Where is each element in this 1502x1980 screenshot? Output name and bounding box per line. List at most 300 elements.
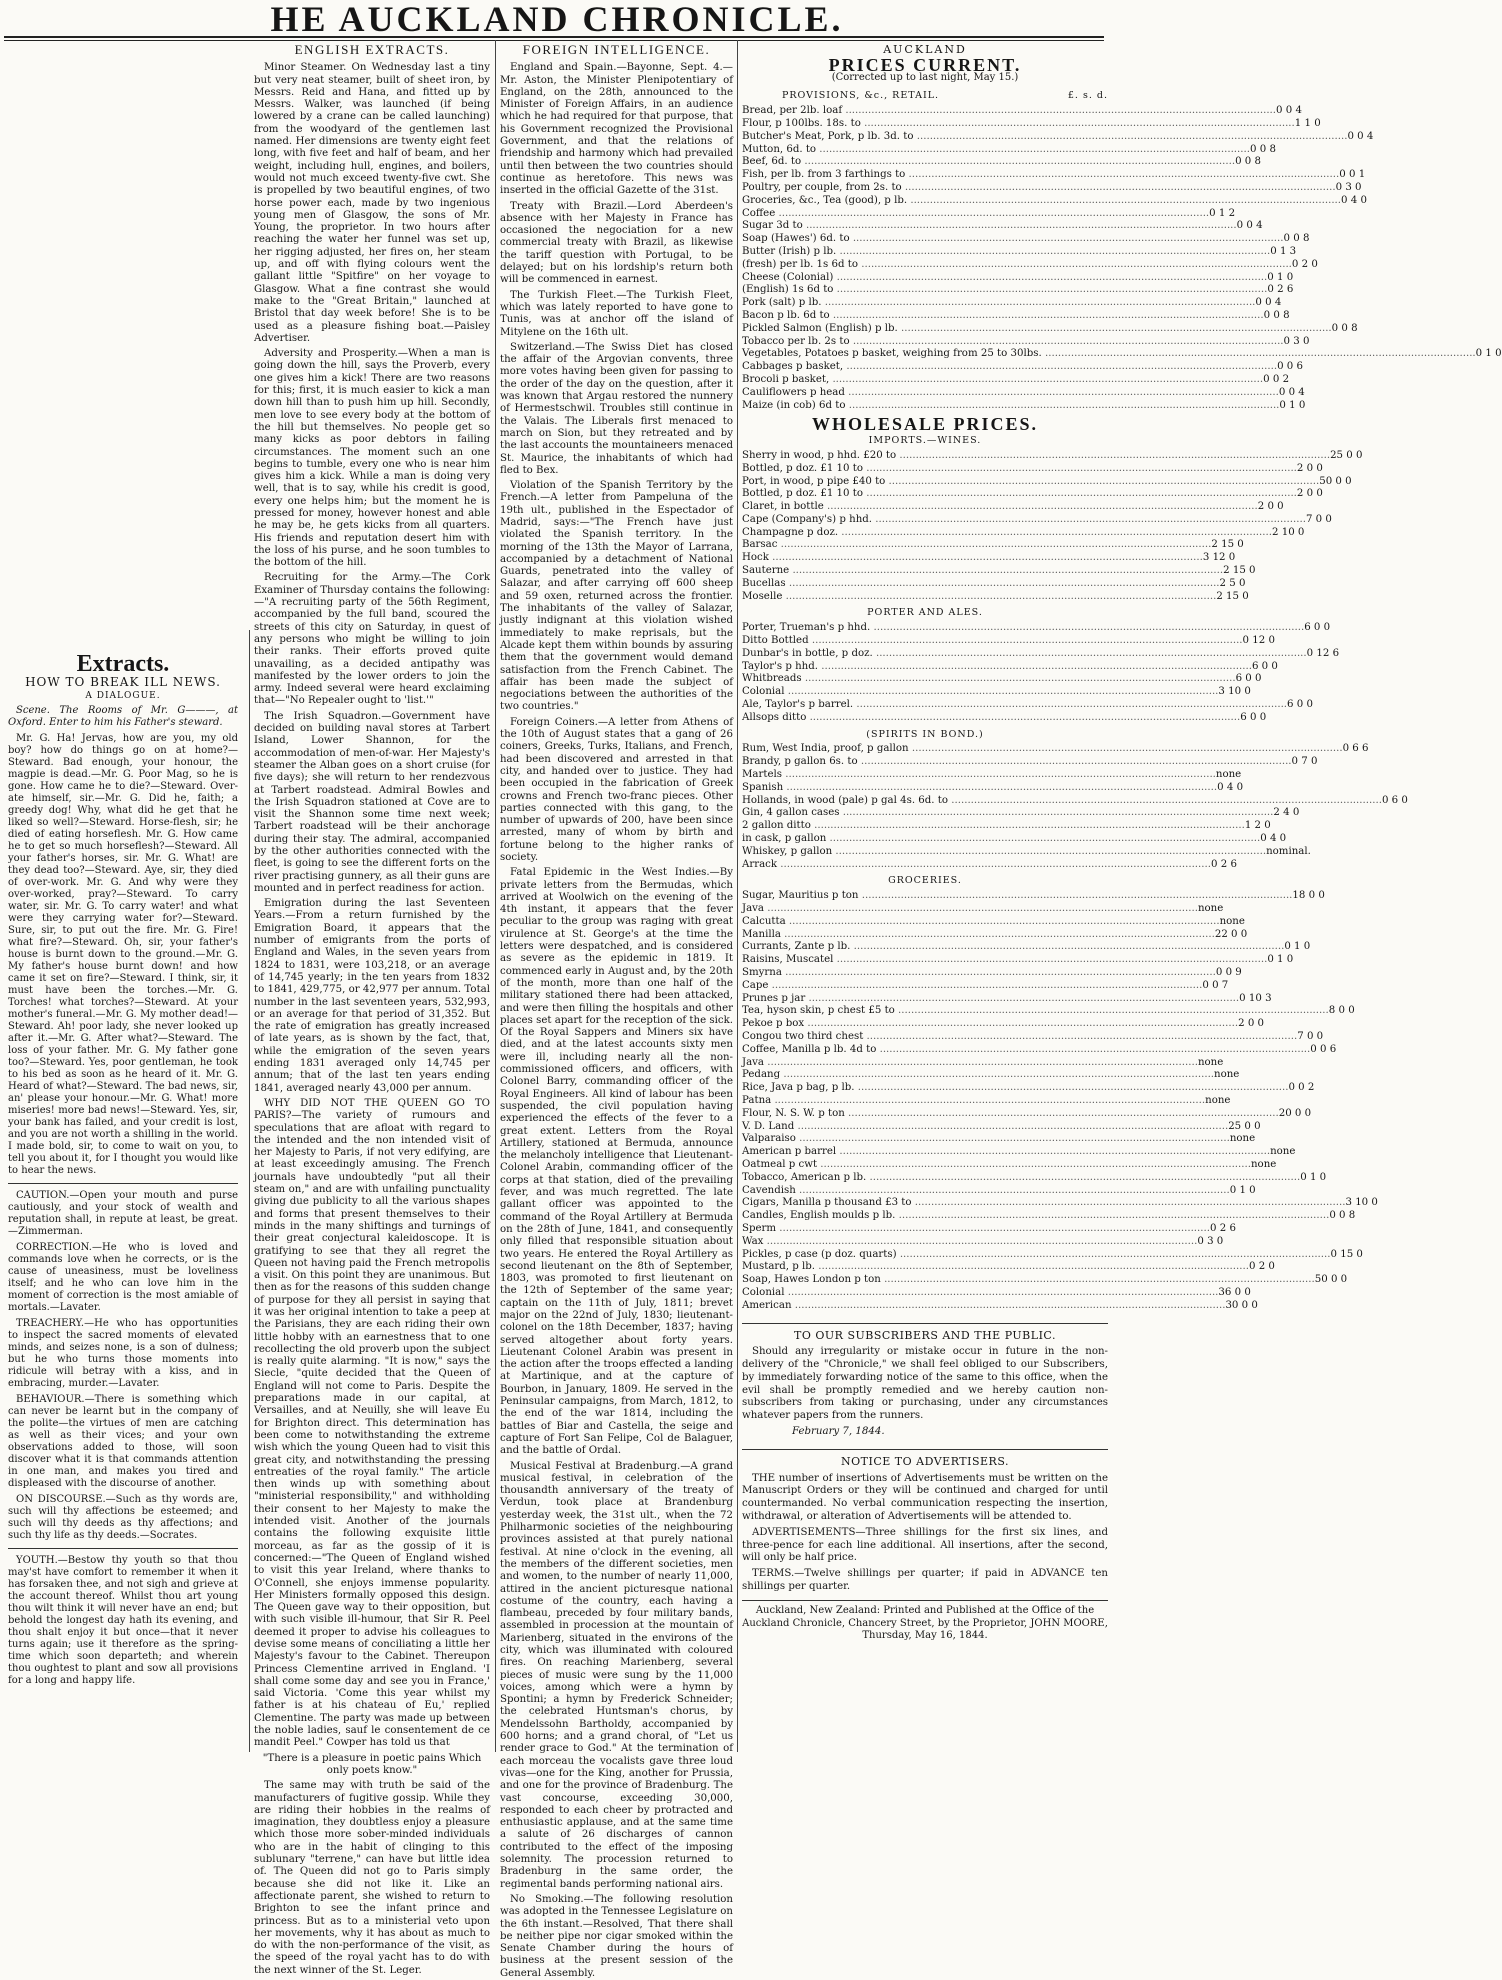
subscribers-notice-date: February 7, 1844.	[792, 1426, 885, 1438]
price-item: Dunbar's in bottle, p doz. .....	[742, 648, 1307, 661]
price-value: 2 0 0	[1238, 1018, 1265, 1030]
price-value: none	[1197, 1056, 1224, 1068]
price-value: none	[1214, 1069, 1240, 1081]
price-item: Sugar 3d to .....	[742, 220, 1237, 233]
price-row	[742, 1248, 1363, 1262]
price-value: 0 6 6	[1342, 743, 1369, 755]
price-row	[742, 1171, 1327, 1185]
price-row	[742, 539, 1244, 552]
price-item: Champagne p doz. .....	[742, 527, 1272, 540]
price-item: Currants, Zante p lb. .....	[742, 941, 1284, 954]
price-value: 6 0 0	[1251, 660, 1278, 672]
extracts-paragraph: YOUTH.—Bestow thy youth so that thou may'st have comfort to remember it when it has forsaken thee, and not sigh and grieve at the account thereof. Whilst thou art young thou wilt think it will never have an end; but behold the longest day hath its evening, and thou shalt enjoy it but once—that it never turns again; use it therefore as the spring-time which soon departeth; and wherein thou oughtest to plant and sow all provisions for a long and happy life.	[8, 1555, 238, 1686]
price-row	[742, 1222, 1236, 1236]
price-row	[742, 635, 1275, 648]
price-value: 36 0 0	[1218, 1286, 1251, 1298]
price-item: (English) 1s 6d to .....	[742, 284, 1267, 297]
price-row	[742, 794, 1408, 808]
price-value: 0 1 0	[1279, 399, 1306, 411]
price-value: 3 10 0	[1218, 686, 1251, 698]
price-row	[742, 271, 1294, 285]
masthead-rule	[4, 36, 1104, 38]
price-row	[742, 513, 1332, 527]
article-paragraph: Switzerland.—The Swiss Diet has closed the affair of the Argovian convents, three more votes having been given for passing to the order of the day on the question, after it was known that Argau restored the nunnery of Hermestschwil. Troubles still continue in the Valais. The Liberals first menaced to march on Sion, but they retreated and by the last accounts the mountaineers menaced St. Maurice, the inhabitants of which had fled to Bex.	[500, 341, 733, 476]
price-value: 3 10 0	[1345, 1197, 1378, 1209]
price-row	[742, 169, 1366, 182]
column-divider	[495, 40, 496, 1752]
price-item: Hock .....	[742, 552, 1203, 565]
price-value: 20 0 0	[1278, 1107, 1312, 1119]
price-row	[742, 156, 1261, 169]
english-extracts-column	[254, 42, 490, 1976]
foreign-intelligence-heading: FOREIGN INTELLIGENCE.	[522, 42, 711, 57]
price-value: none	[1215, 769, 1242, 781]
price-item: Cape (Company's) p hhd. .....	[742, 514, 1306, 527]
price-item: Congou two third chest .....	[742, 1031, 1297, 1044]
price-row	[742, 207, 1236, 221]
price-item: Pekoe p box .....	[742, 1018, 1238, 1031]
price-row	[742, 1056, 1224, 1070]
price-value: 0 2 0	[1291, 258, 1318, 270]
price-value: 0 4 0	[1217, 781, 1244, 793]
price-row	[742, 552, 1236, 565]
price-row	[742, 743, 1369, 756]
price-value: 0 1 0	[1267, 954, 1294, 966]
poem-quote: "There is a pleasure in poetic pains Which only poets know."	[262, 1752, 482, 1776]
price-item: Flour, N. S. W. p ton .....	[742, 1108, 1279, 1121]
price-value: 2 0 0	[1257, 501, 1284, 513]
price-value: 8 0 0	[1328, 1005, 1355, 1017]
price-value: 0 4 0	[1341, 194, 1367, 206]
price-value: 22 0 0	[1214, 928, 1248, 940]
price-row	[742, 941, 1311, 954]
price-row	[742, 348, 1502, 361]
spirits-price-list	[742, 743, 1408, 871]
price-value: 0 0 7	[1202, 979, 1229, 991]
price-row	[742, 1107, 1312, 1121]
extracts-headline: HOW TO BREAK ILL NEWS.	[25, 675, 221, 689]
price-item: Coffee, Manilla p lb. 4d to .....	[742, 1044, 1310, 1057]
article-paragraph: Adversity and Prosperity.—When a man is going down the hill, says the Proverb, every one gives him a kick! There are two reasons for this; first, it is much easier to kick a man down hill than to push him up hill. Secondly, men love to see every body at the bottom of the hill but themselves. No people get so many kicks as poor debtors in failing circumstances. The moment such an one begins to tumble, every one who is near him gives him a kick. While a man is doing very well, that is to say, while his credit is good, every one helps him; but the moment he is pressed for money, however honest and able he may be, he gets kicks from all quarters. His friends and reputation desert him with the loss of his purse, and he soon tumbles to the bottom of the hill.	[254, 348, 490, 569]
price-row	[742, 845, 1311, 859]
price-value: 1 2 0	[1244, 820, 1271, 832]
price-item: Pedang .....	[742, 1069, 1214, 1082]
extracts-column	[8, 652, 238, 1752]
price-value: 0 4 0	[1260, 833, 1287, 845]
price-value: 0 0 8	[1250, 143, 1276, 155]
price-item: Cigars, Manilla p thousand £3 to .....	[742, 1197, 1345, 1210]
article-paragraph: No Smoking.—The following resolution was adopted in the Tennessee Legislature on the 6th instant.—Resolved, That there shall be neither pipe nor cigar smoked within the Senate Chamber during the hours of business at the present session of the General Assembly.	[500, 1893, 733, 1979]
price-item: Cheese (Colonial) .....	[742, 272, 1267, 285]
price-row	[742, 954, 1294, 967]
price-value: 0 0 9	[1215, 966, 1242, 978]
extracts-paragraph: CORRECTION.—He who is loved and commands love when he corrects, or is the cause of uneasiness, must be loveliness itself; and he who can love him in the moment of correction is the most amiable of mortals.—Lavater.	[8, 1242, 238, 1313]
price-item: Oatmeal p cwt .....	[742, 1159, 1251, 1172]
price-row	[742, 1120, 1261, 1134]
price-row	[742, 488, 1323, 501]
price-item: Beef, 6d. to .....	[742, 156, 1235, 169]
price-value: 0 3 0	[1335, 181, 1362, 193]
extracts-subhead: A DIALOGUE.	[85, 691, 161, 701]
prices-current-column	[742, 43, 1502, 1752]
price-item: Bottled, p doz. £1 10 to .....	[742, 488, 1297, 501]
price-item: Pickled Salmon (English) p lb. .....	[742, 323, 1332, 336]
price-row	[742, 647, 1340, 661]
article-paragraph: Musical Festival at Bradenburg.—A grand musical festival, in celebration of the thousandth anniversary of the treaty of Verdun, took place at Brandenburg yesterday week, the 31st ult., when the 72 Philharmonic societies of the neighbouring provinces assisted at that purely national festival. At nine o'clock in the evening, all the members of the different societies, men and women, to the number of nearly 11,000, attired in the ancient picturesque national costume of the country, each having a flambeau, preceded by four military bands, assembled in procession at the mountain of Marienberg, situated in the environs of the city, which was illuminated with coloured fires. On reaching Marienberg, several pieces of music were sung by the 11,000 voices, among which were a hymn by Spontini; a hymn by Frederick Schneider; the celebrated Huntsman's chorus, by Mendelssohn Bartholdy, accompanied by 600 horns; and a grand choral, of "Let us render grace to God." At the termination of each morceau the vocalists gave three loud vivas—one for the King, another for Prussia, and one for the province of Bradenburg. The vast concourse, exceeding 30,000, responded to each cheer by protracted and enthusiastic applause, and at the same time a salute of 26 discharges of cannon contributed to the effect of the imposing solemnity. The procession returned to Bradenburg in the same order, the regimental bands performing national airs.	[500, 1460, 733, 1890]
groceries-heading: GROCERIES.	[888, 875, 962, 887]
price-value: 2 0 0	[1296, 488, 1323, 500]
price-value: 18 0 0	[1292, 890, 1325, 902]
price-row	[742, 858, 1237, 872]
price-value: 0 0 8	[1283, 233, 1310, 245]
article-paragraph: Treaty with Brazil.—Lord Aberdeen's absence with her Majesty in France has occasioned the negociation for a new commercial treaty with Brazil, as likewise the tariff question with Portugal, to be delayed; but on his lordship's return both will be commenced in earnest.	[500, 200, 733, 286]
article-paragraph: Recruiting for the Army.—The Cork Examiner of Thursday contains the following:—"A recruiting party of the 56th Regiment, accompanied by the full band, scoured the streets of this city on Saturday, in quest of any persons who might be willing to join their ranks. Their efforts proved quite unavailing, as a decided antipathy was manifested by the lower orders to join the army. Indeed several were heard exclaiming that—"No Repealer ought to 'list.'"	[254, 572, 490, 707]
price-value: 0 0 2	[1263, 373, 1290, 385]
price-row	[742, 1286, 1251, 1300]
price-item: Allsops ditto .....	[742, 712, 1240, 725]
price-row	[742, 1274, 1348, 1287]
price-row	[742, 1082, 1315, 1095]
price-value: none	[1219, 915, 1245, 927]
price-value: 0 0 4	[1255, 297, 1282, 309]
price-item: Bacon p lb. 6d to .....	[742, 310, 1264, 323]
subscribers-notice-title: TO OUR SUBSCRIBERS AND THE PUBLIC.	[742, 1323, 1108, 1343]
article-paragraph: Fatal Epidemic in the West Indies.—By private letters from the Bermudas, which arrived at Woolwich on the evening of the 4th instant, it appears that the fever peculiar to the group was raging with great virulence at St. George's at the time the letters were despatched, and is considered as severe as the epidemic in 1819. It commenced early in August and, by the 20th of the month, more than one half of the military stationed there had been attacked, and were then filling the hospitals and other places set apart for the reception of the sick. Of the Royal Sappers and Miners six have died, and at the latest accounts sixty men were ill, including nearly all the non-commissioned officers, and officers, with Colonel Barry, commanding officer of the Royal Engineers. All kind of labour has been suspended, the civil population having experienced the effects of the fever to a great extent. Letters from the Royal Artillery, stationed at Bermuda, announce the melancholy intelligence that Lieutenant-Colonel Arabin, commanding officer of the corps at that station, died of the prevailing fever, and was much regretted. The late gallant officer was appointed to the command of the Royal Artillery at Bermuda on the 28th of June, 1841, and consequently only filled that responsible situation about two years. He entered the Royal Artillery as second lieutenant on the 8th of September, 1803, was promoted to first lieutenant on the 12th of September of the same year; captain on the 11th of July, 1811; brevet major on the 22nd of July, 1830; lieutenant-colonel on the 18th December, 1837; having served altogether about forty years. Lieutenant Colonel Arabin was present in the action after the troops effected a landing at Martinique, and at the capture of Bourbon, in January, 1809. He served in the Peninsular campaigns, from March, 1812, to the end of the war 1814, including the battles of Biar and Castella, the seige and capture of Fort San Felipe, Col de Balaguer, and the battle of Ordal.	[500, 867, 733, 1457]
price-item: Gin, 4 gallon cases .....	[742, 807, 1273, 820]
price-item: Smyrna .....	[742, 967, 1216, 980]
price-item: 2 gallon ditto .....	[742, 820, 1245, 833]
price-row	[742, 673, 1262, 686]
price-item: Pork (salt) p lb. .....	[742, 297, 1255, 310]
price-value: 0 0 1	[1339, 169, 1366, 181]
groceries-price-list	[742, 890, 1378, 1312]
price-row	[742, 781, 1244, 795]
article-paragraph: The same may with truth be said of the manufacturers of fugitive gossip. While they are riding their hobbies in the realms of imagination, they doubtless enjoy a pleasure which those more sober-minded individuals who are in the habit of clinging to this sublunary "terrene," can have but little idea of. The Queen did not go to Paris simply because she did not like it. Like an affectionate parent, she wished to return to Brighton to see the infant prince and princess. But as to a ministerial veto upon her movements, why it has about as much to do with the non-performance of the visit, as the speed of the royal yacht has to do with the next winner of the St. Leger.	[254, 1780, 490, 1976]
masthead-title: HE AUCKLAND CHRONICLE.	[270, 0, 844, 39]
price-item: Pickles, p case (p doz. quarts) .....	[742, 1249, 1331, 1262]
price-row	[742, 756, 1318, 769]
price-row	[742, 807, 1300, 820]
price-item: Manilla .....	[742, 929, 1215, 942]
price-row	[742, 711, 1267, 725]
price-item: Soap, Hawes London p ton .....	[742, 1274, 1315, 1287]
price-item: Soap (Hawes') 6d. to .....	[742, 233, 1284, 246]
price-row	[742, 966, 1242, 980]
retail-price-list	[742, 105, 1502, 412]
price-value: 0 1 2	[1209, 207, 1236, 219]
price-row	[742, 117, 1321, 131]
price-value: 0 1 0	[1229, 1184, 1256, 1196]
retail-heading: PROVISIONS, &c., RETAIL.	[782, 90, 940, 102]
price-row	[742, 449, 1363, 463]
price-item: Bottled, p doz. £1 10 to .....	[742, 463, 1297, 476]
price-row	[742, 233, 1310, 246]
price-value: 0 1 0	[1284, 941, 1311, 953]
price-item: Tea, hyson skin, p chest £5 to .....	[742, 1005, 1329, 1018]
imports-heading: IMPORTS.—WINES.	[868, 435, 982, 447]
price-row	[742, 258, 1318, 272]
price-value: 0 0 8	[1235, 156, 1261, 168]
wines-price-list	[742, 449, 1363, 604]
price-row	[742, 992, 1272, 1006]
extracts-paragraph: TREACHERY.—He who has opportunities to inspect the sacred moments of elevated minds, and seizes none, is a son of dulness; but he who turns those moments into ridicule will betray with a kiss, and in embracing, murder.—Lavater.	[8, 1318, 238, 1389]
price-value: 50 0 0	[1319, 475, 1352, 487]
price-row	[742, 361, 1303, 374]
price-row	[742, 130, 1374, 144]
price-item: Arrack .....	[742, 859, 1211, 872]
price-item: Porter, Trueman's p hhd. .....	[742, 622, 1304, 635]
advertisers-notice-text: THE number of insertions of Advertisements must be written on the Manuscript Orders or they will be continued and charged for until countermanded. No verbal communication respecting the insertion, withdrawal, or alteration of Advertisements will be attended to.	[742, 1472, 1108, 1523]
terms-text: TERMS.—Twelve shillings per quarter; if paid in ADVANCE ten shillings per quarter.	[742, 1568, 1108, 1593]
price-item: Bucellas .....	[742, 578, 1220, 591]
foreign-intelligence-column	[500, 42, 733, 1979]
price-value: 25 0 0	[1330, 449, 1363, 461]
price-value: none	[1229, 1133, 1256, 1145]
masthead	[0, 0, 1114, 39]
price-row	[742, 1005, 1355, 1018]
extracts-paragraph: ON DISCOURSE.—Such as thy words are, such will thy affections be esteemed; and such will thy deeds as thy affections; and such thy life as thy deeds.—Socrates.	[8, 1494, 238, 1541]
price-value: 0 7 0	[1291, 756, 1318, 768]
price-row	[742, 245, 1297, 259]
price-item: V. D. Land .....	[742, 1121, 1228, 1134]
price-value: none	[1197, 903, 1224, 914]
price-item: Patna .....	[742, 1095, 1205, 1108]
price-value: 50 0 0	[1314, 1274, 1348, 1286]
price-value: 6 0 0	[1304, 622, 1331, 634]
price-value: none	[1205, 1094, 1231, 1106]
article-paragraph: WHY DID NOT THE QUEEN GO TO PARIS?—The variety of rumours and speculations that are afloat with regard to the intended and the non intended visit of her Majesty to Paris, if not very edifying, are at least exceedingly amusing. The French journals have undoubtedly "put all their steam on," and are with unfailing punctuality giving due publicity to all the various shapes and forms that present themselves to their minds in the many shiftings and turnings of their great conjectural kaleidoscope. It is gratifying to see that they all regret the Queen not having paid the French metropolis a visit. On this point they are unanimous. But then as for the reasons of this sudden change of purpose for they all persist in saying that it was her original intention to take a peep at the Parisians, they are each riding their own little hobby with an earnestness that to one recollecting the old proverb upon the subject is really quite alarming. "It is now," says the Siecle, "quite decided that the Queen of England will not come to Paris. Despite the preparations made in our capital, at Versailles, and at Neuilly, she will leave Eu for Brighton direct. This determination has been come to notwithstanding the extreme wish which the young Queen had to visit this great city, and notwithstanding the pressing entreaties of the royal family." The article then winds up with something about "ministerial responsibility," and withholding their consent to her Majesty to make the intended visit. Another of the journals contains the following exquisite little morceau, as far as the gossip of it is concerned:—"The Queen of England wished to visit this year Ireland, where thanks to O'Connell, she enjoys immense popularity. Her Ministers formally opposed this design. The Queen gave way to their opposition, but with such visible ill-humour, that Sir R. Peel deemed it proper to advise his colleagues to devise some means of conciliating a little her Majesty's favour to the Cabinet. Thereupon Princess Clementine arrived in England. 'I shall come some day and see you in France,' said Victoria. 'Come this year whilst my father is at his chateau of Eu,' replied Clementine. The party was made up between the noble ladies, sauf le consentement de ce mandit Peel." Cowper has told us that	[254, 1097, 490, 1749]
price-item: Flour, p 100lbs. 18s. to .....	[742, 118, 1295, 131]
price-value: 0 12 0	[1242, 635, 1275, 647]
price-value: 1 1 0	[1294, 117, 1321, 129]
price-value: 0 12 6	[1306, 647, 1340, 659]
price-item: Maize (in cob) 6d to .....	[742, 400, 1279, 413]
price-value: 2 15 0	[1211, 539, 1244, 551]
price-row	[742, 1210, 1356, 1223]
price-item: Martels .....	[742, 769, 1216, 782]
price-value: 0 3 0	[1283, 335, 1310, 347]
price-row	[742, 1018, 1265, 1031]
divider	[8, 1548, 238, 1549]
price-item: Brandy, p gallon 6s. to .....	[742, 756, 1292, 769]
price-item: Mutton, 6d. to .....	[742, 144, 1250, 157]
price-value: 0 2 6	[1211, 858, 1237, 870]
price-item: Ditto Bottled .....	[742, 635, 1243, 648]
price-value: 0 2 0	[1248, 1261, 1275, 1273]
price-row	[742, 399, 1306, 413]
prices-city: AUCKLAND	[883, 43, 967, 56]
price-row	[742, 462, 1323, 476]
price-item: Mustard, p lb. .....	[742, 1261, 1249, 1274]
porter-heading: PORTER AND ALES.	[867, 607, 983, 619]
price-row	[742, 284, 1294, 297]
price-item: American p barrel .....	[742, 1146, 1270, 1159]
subscribers-notice-text: Should any irregularity or mistake occur in future in the non-delivery of the "Chronicle," we shall feel obliged to our Subscribers, by immediately forwarding notice of the same to this office, when the evil shall be promptly remedied and we hereby caution non-subscribers from taking or purchasing, under any circumstances whatever papers from the runners.	[742, 1346, 1108, 1422]
price-item: Cauliflowers p head .....	[742, 387, 1279, 400]
price-row	[742, 181, 1362, 195]
price-value: 0 0 8	[1331, 322, 1358, 334]
price-item: Sauterne .....	[742, 565, 1223, 578]
price-item: Rum, West India, proof, p gallon .....	[742, 743, 1343, 756]
price-value: 25 0 0	[1228, 1120, 1261, 1132]
price-value: 0 0 4	[1347, 130, 1374, 142]
price-row	[742, 1043, 1337, 1057]
price-row	[742, 501, 1284, 514]
price-item: Hollands, in wood (pale) p gal 4s. 6d. to .....	[742, 795, 1382, 808]
price-value: 0 0 8	[1263, 309, 1290, 321]
price-value: 0 1 0	[1300, 1171, 1327, 1183]
price-row	[742, 577, 1246, 591]
price-value: 0 2 6	[1267, 284, 1294, 296]
english-extracts-heading: ENGLISH EXTRACTS.	[294, 42, 450, 57]
price-item: Spanish .....	[742, 782, 1217, 795]
price-row	[742, 1146, 1296, 1159]
price-item: Taylor's p hhd. .....	[742, 661, 1252, 674]
price-row	[742, 820, 1271, 833]
article-paragraph: Emigration during the last Seventeen Years.—From a return furnished by the Emigration Board, it appears that the number of emigrants from the ports of England and Wales, in the seven years from 1824 to 1831, were 103,218, or an average of 14,745 yearly; in the ten years from 1832 to 1841, 429,775, or 42,977 per annum. Total number in the last seventeen years, 532,993, or an average for that period of 31,352. But the rate of emigration has greatly increased of late years, as is shown by the fact, that, while the emigration of the seven years ending 1831 averaged only 14,745 per annum; that of the last ten years ending 1841, averaged nearly 43,000 per annum.	[254, 898, 490, 1094]
prices-title: PRICES CURRENT.	[828, 54, 1022, 75]
price-value: 0 10 3	[1239, 992, 1272, 1004]
price-item: Sperm .....	[742, 1223, 1210, 1236]
price-item: Calcutta .....	[742, 916, 1220, 929]
price-value: 0 0 2	[1288, 1082, 1315, 1094]
price-value: 7 0 0	[1305, 513, 1332, 525]
article-paragraph: The Turkish Fleet.—The Turkish Fleet, which was lately reported to have gone to Tunis, was at anchor off the island of Mitylene on the 16th ult.	[500, 289, 733, 338]
price-item: Ale, Taylor's p barrel. .....	[742, 699, 1287, 712]
price-value: 6 0 0	[1287, 699, 1313, 711]
price-item: Butter (Irish) p lb. .....	[742, 246, 1270, 259]
price-value: 0 1 0	[1267, 271, 1294, 283]
price-row	[742, 660, 1278, 674]
price-value: 0 0 6	[1310, 1043, 1337, 1055]
price-row	[742, 1197, 1378, 1210]
price-value: 7 0 0	[1297, 1030, 1324, 1042]
price-item: Whiskey, p gallon .....	[742, 846, 1266, 859]
price-row	[742, 335, 1310, 349]
price-value: nominal.	[1266, 845, 1311, 857]
price-item: Raisins, Muscatel .....	[742, 954, 1267, 967]
price-row	[742, 686, 1251, 699]
masthead-rule-thin	[4, 40, 1104, 41]
advertisements-rates: ADVERTISEMENTS—Three shillings for the first six lines, and three-pence for each line additional. All insertions, after the second, will only be half price.	[742, 1526, 1108, 1564]
price-item: Brocoli p basket, .....	[742, 374, 1263, 387]
price-item: American .....	[742, 1300, 1225, 1313]
price-item: Sugar, Mauritius p ton .....	[742, 890, 1292, 903]
price-item: Butcher's Meat, Pork, p lb. 3d. to .....	[742, 131, 1347, 144]
price-item: Candles, English moulds p lb. .....	[742, 1210, 1329, 1223]
price-item: Cabbages p basket, .....	[742, 361, 1277, 374]
price-item: Rice, Java p bag, p lb. .....	[742, 1082, 1288, 1095]
price-item: Colonial .....	[742, 686, 1218, 699]
price-item: Prunes p jar .....	[742, 993, 1239, 1006]
price-value: 2 15 0	[1223, 565, 1256, 577]
price-row	[742, 526, 1305, 540]
price-row	[742, 373, 1290, 387]
price-item: Poultry, per couple, from 2s. to .....	[742, 182, 1336, 195]
price-row	[742, 622, 1331, 635]
price-row	[742, 309, 1290, 323]
price-item: Barsac .....	[742, 539, 1211, 552]
price-item: (fresh) per lb. 1s 6d to .....	[742, 259, 1292, 272]
price-row	[742, 1299, 1258, 1313]
lsd-heading: £. s. d.	[1067, 90, 1108, 102]
price-item: Cape .....	[742, 980, 1202, 993]
price-row	[742, 565, 1256, 578]
price-item: Groceries, &c., Tea (good), p lb. .....	[742, 195, 1341, 208]
price-value: 2 5 0	[1219, 577, 1246, 589]
price-item: Tobacco per lb. 2s to .....	[742, 336, 1284, 349]
price-item: Java .....	[742, 903, 1198, 916]
price-value: 0 0 6	[1277, 361, 1303, 373]
wholesale-title: WHOLESALE PRICES.	[811, 414, 1039, 435]
prices-corrected: (Corrected up to last night, May 15.)	[831, 71, 1019, 83]
article-paragraph: Minor Steamer. On Wednesday last a tiny but very neat steamer, built of sheet iron, by Messrs. Reid and Hana, and fitted up by Messrs. Walker, was launched (if being lowered by a crane can be called launching) from the woodyard of the gentlemen last named. Her dimensions are twenty eight feet long, with five feet and half of beam, and her weight, including hull, engines, and boilers, would not much exceed twenty-five cwt. She is propelled by two beautiful engines, of two horse power each, made by two ingenious young men of Glasgow, the sons of Mr. Young, the proprietor. In two hours after reaching the water her funnel was set up, her rigging adjusted, her fires on, her steam up, and off with flying colours went the gallant little "Spitfire" on her voyage to Glasgow. What a fine contrast she would make to the "Great Britain," launched at Bristol that day week before! She is to be used as a pleasure fishing boat.—Paisley Advertiser.	[254, 62, 490, 344]
price-value: 0 0 4	[1236, 220, 1263, 232]
price-row	[742, 194, 1367, 208]
price-row	[742, 903, 1224, 916]
price-row	[742, 1158, 1277, 1172]
article-paragraph: The Irish Squadron.—Government have decided on building naval stores at Tarbert Island, Lower Shannon, for the accommodation of men-of-war. Her Majesty's steamer the Alban goes on a short cruise (for five days); she will return to her rendezvous at Tarbert roadstead. Admiral Bowles and the Irish Squadron stationed at Cove are to visit the Shannon some time next week; Tarbert roadstead will be their anchorage during their stay. The admiral, accompanied by the other authorities connected with the fleet, is going to see the different forts on the river practising gunnery, as all their guns are mounted and in perfect readiness for action.	[254, 710, 490, 894]
price-value: 2 10 0	[1272, 526, 1305, 538]
price-item: Fish, per lb. from 3 farthings to .....	[742, 169, 1339, 182]
price-row	[742, 143, 1276, 157]
column-divider	[737, 40, 738, 1752]
article-paragraph: Violation of the Spanish Territory by the French.—A letter from Pampeluna of the 19th ult., published in the Espectador of Madrid, says:—"The French have just violated the Spanish territory. In the morning of the 13th the Mayor of Larrana, accompanied by a detachment of National Guards, penetrated into the valley of Salazar, and after carrying off 600 sheep and 59 oxen, returned across the frontier. The inhabitants of the valley of Salazar, justly indignant at this violation wished immediately to make reprisals, but the Alcade kept them within bounds by assuring them that the government would demand satisfaction from the French Cabinet. The affair has been made the subject of negociations between the authorities of the two countries."	[500, 480, 733, 713]
price-row	[742, 590, 1249, 604]
price-value: 0 0 4	[1276, 105, 1302, 117]
price-row	[742, 1235, 1224, 1249]
price-row	[742, 928, 1248, 942]
price-value: none	[1270, 1146, 1296, 1158]
price-value: 2 15 0	[1216, 590, 1249, 602]
divider	[8, 1183, 238, 1184]
price-item: Colonial .....	[742, 1287, 1218, 1300]
price-row	[742, 699, 1313, 712]
price-item: Cavendish .....	[742, 1185, 1230, 1198]
price-row	[742, 322, 1358, 336]
price-item: Coffee .....	[742, 208, 1209, 221]
price-value: 6 0 0	[1240, 711, 1267, 723]
extracts-paragraph: BEHAVIOUR.—There is something which can never be learnt but in the company of the polite—the virtues of men are catching as well as their vices; and your own observations added to those, will soon discover what it is that commands attention in one man, and makes you tired and displeased with the discourse of another.	[8, 1394, 238, 1489]
article-paragraph: Foreign Coiners.—A letter from Athens of the 10th of August states that a gang of 26 coiners, Greeks, Turks, Italians, and French, had been discovered and arrested in that city, and handed over to justice. They had been occupied in the fabrication of Greek crowns and French two-franc pieces. Other parties connected with this gang, to the number of upwards of 200, have been since arrested, many of whom by birth and fortune belong to the higher ranks of society.	[500, 716, 733, 863]
price-value: 2 0 0	[1296, 462, 1323, 474]
price-item: Claret, in bottle .....	[742, 501, 1258, 514]
price-value: 0 6 0	[1381, 794, 1408, 806]
price-item: Bread, per 2lb. loaf .....	[742, 105, 1276, 118]
price-row	[742, 769, 1242, 782]
price-row	[742, 297, 1282, 310]
extracts-paragraph: CAUTION.—Open your mouth and purse cautiously, and your stock of wealth and reputation shall, in repute at least, be great.—Zimmerman.	[8, 1190, 238, 1237]
price-row	[742, 105, 1302, 118]
price-row	[742, 386, 1305, 400]
spirits-heading: (SPIRITS IN BOND.)	[866, 728, 984, 740]
price-value: 0 0 8	[1329, 1210, 1356, 1222]
price-row	[742, 833, 1287, 846]
price-item: Whitbreads .....	[742, 673, 1236, 686]
price-value: 0 15 0	[1330, 1248, 1363, 1260]
price-value: 6 0 0	[1235, 673, 1262, 685]
price-item: in cask, p gallon .....	[742, 833, 1260, 846]
price-row	[742, 1030, 1324, 1044]
article-paragraph: England and Spain.—Bayonne, Sept. 4.—Mr. Aston, the Minister Plenipotentiary of England, on the 28th, announced to the Minister of Foreign Affairs, in an audience which he had required for that purpose, that his Government recognized the Provisional Government, and that the relations of friendship and harmony which had prevailed until then between the two countries should continue as heretofore. This news was inserted in the official Gazette of the 31st.	[500, 62, 733, 197]
price-value: 0 0 4	[1278, 386, 1305, 398]
price-row	[742, 915, 1245, 929]
price-item: Valparaiso .....	[742, 1133, 1230, 1146]
imprint: Auckland, New Zealand: Printed and Published at the Office of the Auckland Chronicle, Chancery Street, by the Proprietor, JOHN MOORE, Thursday, May 16, 1844.	[742, 1600, 1108, 1643]
price-item: Sherry in wood, p hhd. £20 to .....	[742, 450, 1330, 463]
price-item: Tobacco, American p lb. .....	[742, 1172, 1300, 1185]
price-row	[742, 1069, 1240, 1082]
